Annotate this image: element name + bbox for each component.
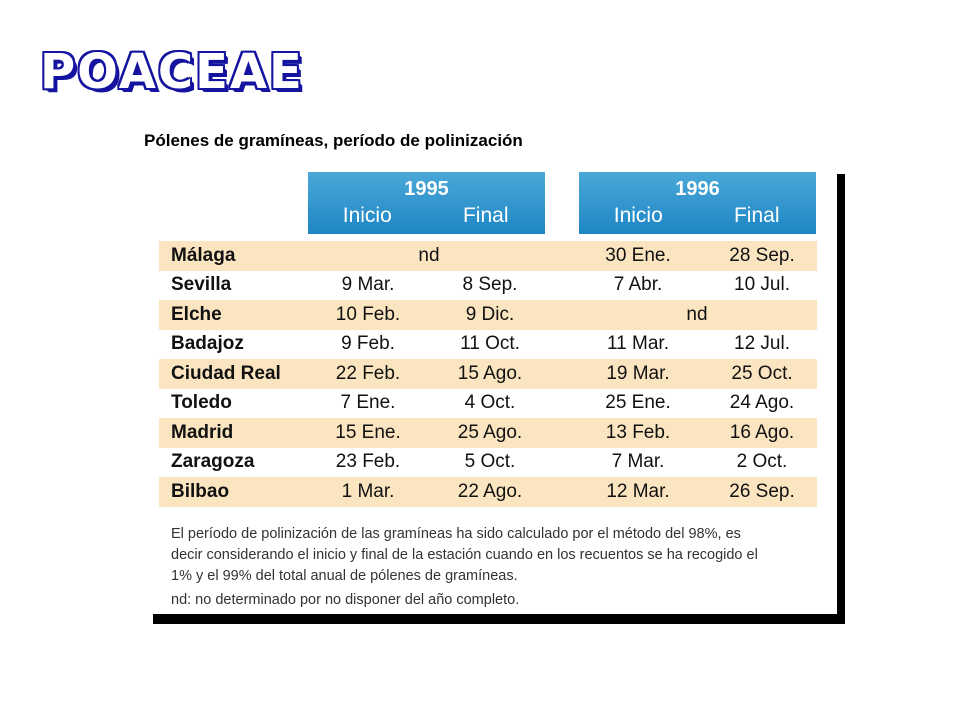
cell-end-1995: 8 Sep. (462, 274, 518, 296)
cell-start-1996: 19 Mar. (606, 362, 670, 384)
cell-1995-nd: nd (418, 244, 440, 266)
cell-end-1996: 16 Ago. (729, 421, 795, 443)
cell-start-1996: 30 Ene. (605, 244, 671, 266)
cell-start-1995: 9 Feb. (341, 333, 395, 355)
cell-start-1996: 12 Mar. (606, 480, 670, 502)
header-1996-end: Final (733, 204, 780, 227)
cell-start-1995: 15 Ene. (335, 421, 401, 443)
city-cell: Sevilla (171, 274, 232, 296)
header-1995 (308, 172, 545, 234)
header-1996-start: Inicio (613, 204, 663, 227)
header-1995-start: Inicio (342, 204, 392, 227)
cell-end-1995: 25 Ago. (457, 421, 523, 443)
table-row (159, 477, 817, 507)
city-cell: Málaga (171, 244, 236, 266)
nd-note: nd: no determinado por no disponer del año completo. (171, 592, 520, 608)
slide-title: POACEAE (40, 44, 304, 100)
year-1995-label: 1995 (404, 178, 449, 200)
cell-end-1996: 10 Jul. (734, 274, 790, 296)
cell-1996-nd: nd (686, 303, 708, 325)
method-note-line: decir considerando el inicio y final de la estación cuando en los recuentos se ha recogido el (171, 547, 758, 563)
cell-end-1995: 22 Ago. (457, 480, 523, 502)
cell-start-1996: 25 Ene. (605, 392, 671, 414)
city-cell: Ciudad Real (171, 362, 281, 384)
cell-start-1996: 13 Feb. (605, 421, 671, 443)
cell-start-1995: 10 Feb. (335, 303, 401, 325)
header-1995-end: Final (462, 204, 509, 227)
method-note-line: El período de polinización de las gramíneas ha sido calculado por el método del 98%, es (171, 526, 741, 542)
table-row (159, 389, 817, 419)
table-row (159, 418, 817, 448)
table-row (159, 448, 817, 478)
cell-end-1996: 24 Ago. (729, 392, 795, 414)
table-subtitle: Pólenes de gramíneas, período de polinización (144, 131, 523, 150)
city-cell: Madrid (171, 421, 234, 443)
cell-start-1995: 1 Mar. (341, 480, 395, 502)
cell-start-1996: 7 Mar. (611, 451, 665, 473)
cell-start-1995: 23 Feb. (335, 451, 401, 473)
header-1996 (579, 172, 816, 234)
year-1996-label: 1996 (675, 178, 720, 200)
city-cell: Elche (171, 303, 222, 325)
table-row (159, 241, 817, 271)
table-row (159, 330, 817, 360)
method-note-line: 1% y el 99% del total anual de pólenes de gramíneas. (171, 568, 518, 584)
cell-end-1996: 25 Oct. (731, 362, 793, 384)
cell-end-1995: 4 Oct. (464, 392, 516, 414)
cell-end-1996: 12 Jul. (734, 333, 790, 355)
method-note (171, 524, 823, 587)
cell-end-1995: 11 Oct. (460, 333, 520, 355)
city-cell: Toledo (171, 392, 232, 414)
cell-start-1996: 7 Abr. (613, 274, 663, 296)
cell-end-1995: 15 Ago. (457, 362, 523, 384)
cell-start-1995: 22 Feb. (335, 362, 401, 384)
cell-start-1995: 7 Ene. (340, 392, 396, 414)
cell-end-1996: 28 Sep. (729, 244, 795, 266)
cell-end-1996: 2 Oct. (736, 451, 788, 473)
cell-end-1995: 5 Oct. (464, 451, 516, 473)
cell-end-1996: 26 Sep. (729, 480, 795, 502)
table-row (159, 359, 817, 389)
cell-end-1995: 9 Dic. (465, 303, 515, 325)
table-row (159, 300, 817, 330)
cell-start-1996: 11 Mar. (607, 333, 669, 355)
table-row (159, 271, 817, 301)
cell-start-1995: 9 Mar. (341, 274, 395, 296)
city-cell: Bilbao (171, 480, 230, 502)
city-cell: Badajoz (171, 333, 244, 355)
city-cell: Zaragoza (171, 451, 255, 473)
